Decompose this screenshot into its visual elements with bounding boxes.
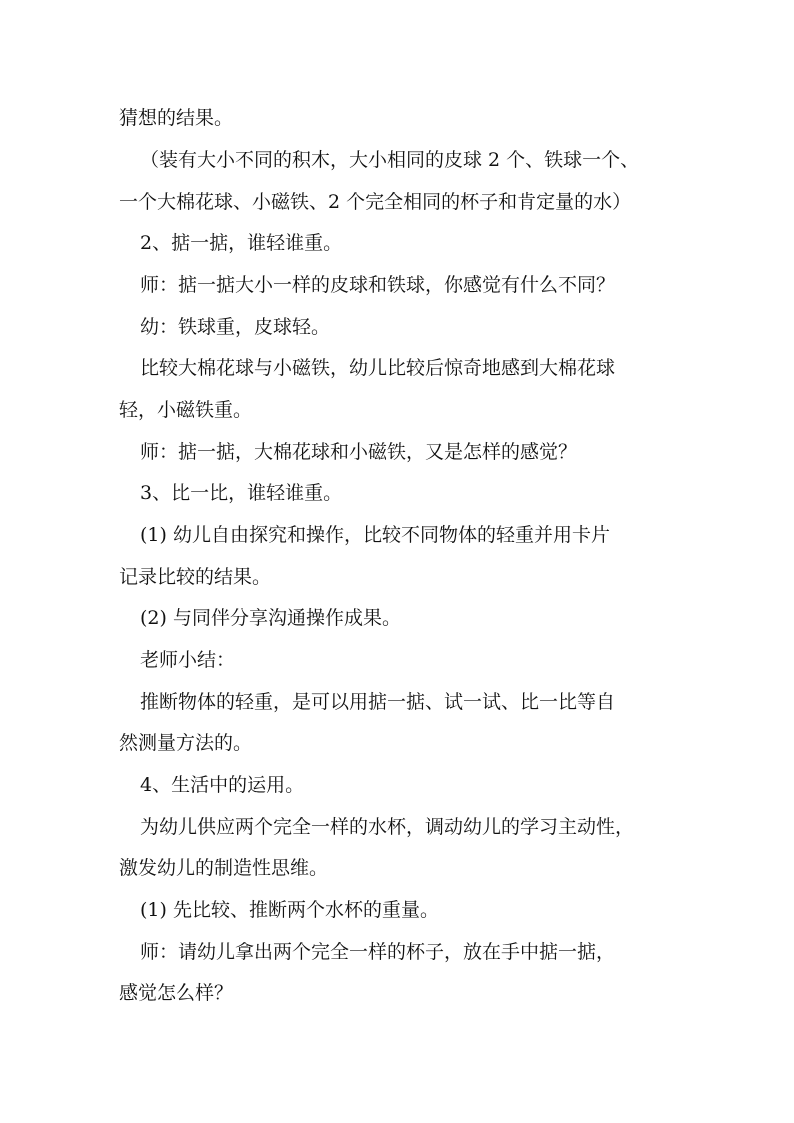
paragraph-line: 老师小结：	[140, 649, 236, 671]
paragraph-line: 推断物体的轻重，是可以用掂一掂、试一试、比一比等自	[140, 691, 616, 713]
paragraph-line: (1) 幼儿自由探究和操作，比较不同物体的轻重并用卡片	[140, 524, 610, 546]
paragraph-line: 师：请幼儿拿出两个完全一样的杯子，放在手中掂一掂，	[140, 941, 616, 963]
paragraph-line: (1) 先比较、推断两个水杯的重量。	[140, 899, 439, 921]
paragraph-line: 比较大棉花球与小磁铁，幼儿比较后惊奇地感到大棉花球	[140, 357, 616, 379]
paragraph-line: 一个大棉花球、小磁铁、2 个完全相同的杯子和肯定量的水）	[119, 191, 632, 213]
section-heading: 2、掂一掂，谁轻谁重。	[140, 232, 343, 254]
paragraph-line: 猜想的结果。	[119, 107, 234, 129]
paragraph-line: 然测量方法的。	[119, 732, 253, 754]
paragraph-line: 师：掂一掂大小一样的皮球和铁球，你感觉有什么不同？	[140, 274, 616, 296]
paragraph-line: 记录比较的结果。	[119, 566, 272, 588]
section-heading: 3、比一比，谁轻谁重。	[140, 482, 343, 504]
paragraph-line: 为幼儿供应两个完全一样的水杯，调动幼儿的学习主动性，	[140, 816, 635, 838]
paragraph-line: （装有大小不同的积木，大小相同的皮球 2 个、铁球一个、	[140, 149, 640, 171]
paragraph-line: (2) 与同伴分享沟通操作成果。	[140, 607, 401, 629]
paragraph-line: 轻，小磁铁重。	[119, 399, 253, 421]
section-heading: 4、生活中的运用。	[140, 774, 305, 796]
paragraph-line: 感觉怎么样？	[119, 982, 234, 1004]
paragraph-line: 幼：铁球重，皮球轻。	[140, 316, 331, 338]
paragraph-line: 激发幼儿的制造性思维。	[119, 857, 329, 879]
paragraph-line: 师：掂一掂，大棉花球和小磁铁，又是怎样的感觉？	[140, 441, 578, 463]
